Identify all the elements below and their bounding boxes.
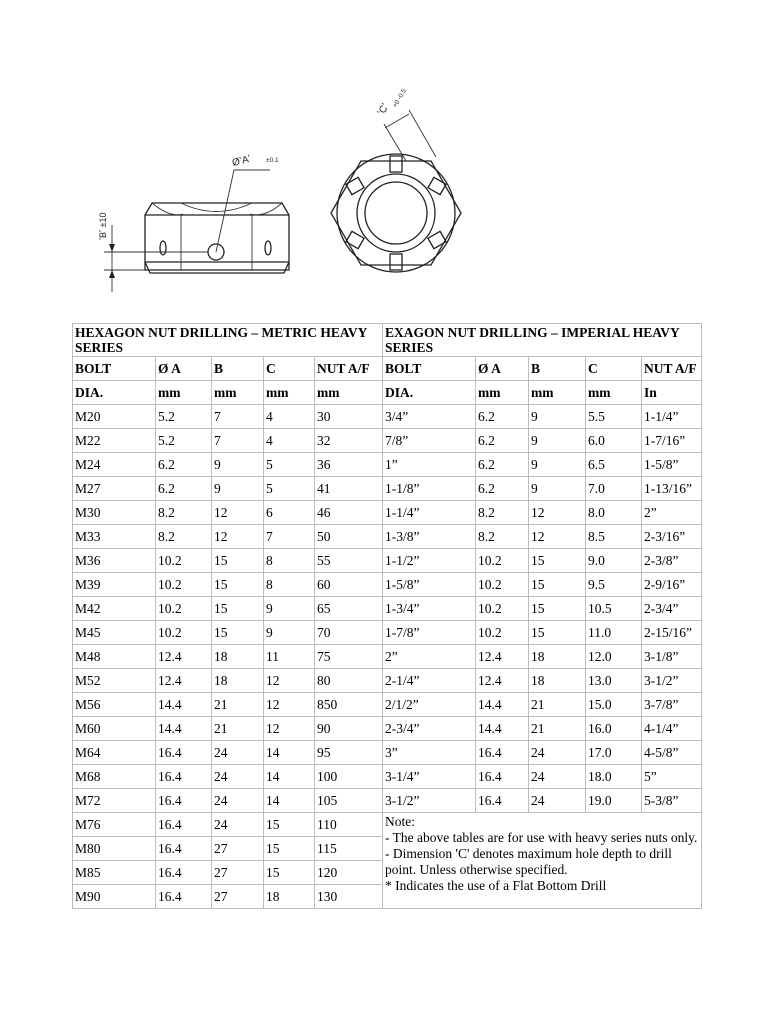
metric-cell-nut-af: 30 [315, 405, 383, 429]
imperial-cell-nut-af: 3-1/8” [642, 645, 702, 669]
imperial-cell-b: 24 [529, 789, 586, 813]
metric-cell-c: 14 [264, 741, 315, 765]
imperial-cell-nut-af: 3-1/2” [642, 669, 702, 693]
imperial-cell-nut-af: 4-1/4” [642, 717, 702, 741]
metric-unit-nut-af: mm [315, 381, 383, 405]
imperial-cell-bolt: 3/4” [383, 405, 476, 429]
imperial-cell-c: 11.0 [586, 621, 642, 645]
imperial-cell-nut-af: 4-5/8” [642, 741, 702, 765]
dim-c-tolerance: +0 -0.5 [391, 87, 408, 109]
note-line: - The above tables are for use with heavy series nuts only. [385, 830, 698, 845]
table-note [383, 813, 702, 909]
metric-header-nut-af: NUT A/F [315, 357, 383, 381]
metric-cell-nut-af: 90 [315, 717, 383, 741]
imperial-cell-bolt: 1-3/4” [383, 597, 476, 621]
imperial-cell-nut-af: 2-3/8” [642, 549, 702, 573]
metric-cell-nut-af: 75 [315, 645, 383, 669]
imperial-unit-dia-a: mm [476, 381, 529, 405]
imperial-cell-dia-a: 10.2 [476, 549, 529, 573]
imperial-cell-bolt: 2-1/4” [383, 669, 476, 693]
imperial-cell-b: 9 [529, 429, 586, 453]
metric-cell-dia-a: 14.4 [156, 717, 212, 741]
imperial-cell-dia-a: 16.4 [476, 741, 529, 765]
imperial-cell-bolt: 1-1/2” [383, 549, 476, 573]
imperial-cell-dia-a: 10.2 [476, 597, 529, 621]
imperial-unit-bolt: DIA. [383, 381, 476, 405]
metric-cell-nut-af: 32 [315, 429, 383, 453]
imperial-header-bolt: BOLT [383, 357, 476, 381]
metric-cell-dia-a: 16.4 [156, 885, 212, 909]
metric-cell-b: 18 [212, 669, 264, 693]
imperial-cell-c: 7.0 [586, 477, 642, 501]
metric-cell-c: 15 [264, 813, 315, 837]
imperial-cell-b: 15 [529, 621, 586, 645]
imperial-cell-nut-af: 5-3/8” [642, 789, 702, 813]
metric-cell-c: 12 [264, 693, 315, 717]
imperial-cell-nut-af: 2-3/16” [642, 525, 702, 549]
imperial-cell-dia-a: 12.4 [476, 645, 529, 669]
imperial-cell-nut-af: 1-13/16” [642, 477, 702, 501]
table-row [73, 405, 702, 429]
metric-cell-nut-af: 95 [315, 741, 383, 765]
imperial-cell-c: 17.0 [586, 741, 642, 765]
metric-cell-nut-af: 50 [315, 525, 383, 549]
imperial-cell-dia-a: 6.2 [476, 405, 529, 429]
imperial-cell-dia-a: 8.2 [476, 501, 529, 525]
metric-cell-nut-af: 60 [315, 573, 383, 597]
imperial-cell-c: 6.5 [586, 453, 642, 477]
imperial-cell-b: 15 [529, 549, 586, 573]
metric-cell-bolt: M22 [73, 429, 156, 453]
metric-cell-c: 12 [264, 669, 315, 693]
table-row [73, 597, 702, 621]
metric-cell-c: 6 [264, 501, 315, 525]
metric-cell-dia-a: 16.4 [156, 813, 212, 837]
metric-cell-b: 7 [212, 429, 264, 453]
imperial-unit-nut-af: In [642, 381, 702, 405]
table-row [73, 813, 702, 837]
imperial-cell-nut-af: 2-9/16” [642, 573, 702, 597]
metric-cell-dia-a: 6.2 [156, 477, 212, 501]
imperial-cell-dia-a: 16.4 [476, 765, 529, 789]
metric-table-title: HEXAGON NUT DRILLING – METRIC HEAVY SERIES [73, 324, 383, 357]
imperial-cell-bolt: 1-5/8” [383, 573, 476, 597]
metric-cell-nut-af: 120 [315, 861, 383, 885]
imperial-cell-nut-af: 2-3/4” [642, 597, 702, 621]
metric-cell-c: 4 [264, 429, 315, 453]
metric-cell-bolt: M48 [73, 645, 156, 669]
metric-cell-b: 12 [212, 501, 264, 525]
imperial-cell-dia-a: 10.2 [476, 573, 529, 597]
imperial-cell-b: 21 [529, 717, 586, 741]
imperial-cell-c: 6.0 [586, 429, 642, 453]
dim-a-label: ØʼAʼ [231, 153, 253, 169]
metric-cell-b: 9 [212, 453, 264, 477]
metric-cell-bolt: M85 [73, 861, 156, 885]
imperial-cell-bolt: 3” [383, 741, 476, 765]
imperial-cell-bolt: 2-3/4” [383, 717, 476, 741]
note-line: - Dimension 'C' denotes maximum hole depth to drill point. Unless otherwise specified. [385, 846, 672, 877]
note-line: * Indicates the use of a Flat Bottom Drill [385, 878, 607, 893]
metric-cell-dia-a: 10.2 [156, 621, 212, 645]
imperial-cell-bolt: 1-1/4” [383, 501, 476, 525]
metric-cell-nut-af: 80 [315, 669, 383, 693]
table-row [73, 501, 702, 525]
metric-cell-c: 8 [264, 573, 315, 597]
metric-cell-nut-af: 41 [315, 477, 383, 501]
metric-cell-c: 7 [264, 525, 315, 549]
metric-cell-c: 9 [264, 621, 315, 645]
imperial-cell-b: 9 [529, 453, 586, 477]
metric-cell-bolt: M45 [73, 621, 156, 645]
note-title: Note: [385, 814, 416, 829]
imperial-cell-dia-a: 12.4 [476, 669, 529, 693]
metric-cell-nut-af: 850 [315, 693, 383, 717]
metric-cell-nut-af: 105 [315, 789, 383, 813]
imperial-cell-b: 9 [529, 477, 586, 501]
metric-cell-c: 15 [264, 837, 315, 861]
imperial-cell-b: 9 [529, 405, 586, 429]
metric-cell-b: 24 [212, 741, 264, 765]
imperial-cell-b: 24 [529, 765, 586, 789]
metric-cell-nut-af: 70 [315, 621, 383, 645]
metric-cell-dia-a: 5.2 [156, 429, 212, 453]
imperial-unit-c: mm [586, 381, 642, 405]
metric-cell-c: 11 [264, 645, 315, 669]
metric-cell-dia-a: 16.4 [156, 861, 212, 885]
imperial-cell-bolt: 3-1/2” [383, 789, 476, 813]
imperial-cell-c: 9.5 [586, 573, 642, 597]
metric-cell-nut-af: 100 [315, 765, 383, 789]
table-row [73, 669, 702, 693]
metric-cell-dia-a: 16.4 [156, 765, 212, 789]
imperial-cell-dia-a: 16.4 [476, 789, 529, 813]
imperial-cell-dia-a: 6.2 [476, 429, 529, 453]
imperial-cell-nut-af: 3-7/8” [642, 693, 702, 717]
imperial-cell-bolt: 1-3/8” [383, 525, 476, 549]
metric-cell-nut-af: 36 [315, 453, 383, 477]
imperial-cell-c: 8.5 [586, 525, 642, 549]
imperial-cell-dia-a: 6.2 [476, 477, 529, 501]
dim-c-label: ʼCʼ [376, 101, 392, 118]
metric-cell-nut-af: 65 [315, 597, 383, 621]
imperial-cell-c: 19.0 [586, 789, 642, 813]
metric-cell-bolt: M39 [73, 573, 156, 597]
metric-cell-b: 15 [212, 597, 264, 621]
imperial-header-nut-af: NUT A/F [642, 357, 702, 381]
metric-cell-dia-a: 12.4 [156, 645, 212, 669]
imperial-cell-c: 8.0 [586, 501, 642, 525]
metric-cell-b: 15 [212, 573, 264, 597]
metric-cell-bolt: M33 [73, 525, 156, 549]
imperial-cell-c: 12.0 [586, 645, 642, 669]
metric-cell-bolt: M36 [73, 549, 156, 573]
metric-cell-nut-af: 55 [315, 549, 383, 573]
metric-header-dia-a: Ø A [156, 357, 212, 381]
imperial-cell-c: 10.5 [586, 597, 642, 621]
metric-cell-bolt: M64 [73, 741, 156, 765]
metric-cell-dia-a: 8.2 [156, 525, 212, 549]
imperial-cell-b: 12 [529, 501, 586, 525]
table-row [73, 429, 702, 453]
nut-side-view [104, 170, 289, 292]
metric-cell-nut-af: 110 [315, 813, 383, 837]
dim-b-label: ʼBʼ ±10 [98, 212, 108, 240]
imperial-cell-bolt: 2/1/2” [383, 693, 476, 717]
metric-cell-c: 4 [264, 405, 315, 429]
imperial-cell-bolt: 1-7/8” [383, 621, 476, 645]
metric-cell-nut-af: 46 [315, 501, 383, 525]
metric-cell-c: 5 [264, 453, 315, 477]
imperial-cell-bolt: 1-1/8” [383, 477, 476, 501]
imperial-cell-dia-a: 14.4 [476, 717, 529, 741]
imperial-header-b: B [529, 357, 586, 381]
metric-cell-bolt: M24 [73, 453, 156, 477]
metric-unit-b: mm [212, 381, 264, 405]
metric-cell-nut-af: 115 [315, 837, 383, 861]
imperial-cell-b: 18 [529, 669, 586, 693]
table-row [73, 525, 702, 549]
table-row [73, 621, 702, 645]
imperial-cell-bolt: 7/8” [383, 429, 476, 453]
imperial-cell-nut-af: 2” [642, 501, 702, 525]
metric-cell-c: 5 [264, 477, 315, 501]
imperial-cell-c: 13.0 [586, 669, 642, 693]
metric-cell-bolt: M20 [73, 405, 156, 429]
metric-cell-b: 27 [212, 837, 264, 861]
metric-cell-c: 14 [264, 765, 315, 789]
table-row [73, 477, 702, 501]
metric-cell-dia-a: 16.4 [156, 741, 212, 765]
imperial-cell-c: 5.5 [586, 405, 642, 429]
metric-header-bolt: BOLT [73, 357, 156, 381]
metric-cell-dia-a: 10.2 [156, 573, 212, 597]
metric-unit-dia-a: mm [156, 381, 212, 405]
metric-cell-b: 18 [212, 645, 264, 669]
imperial-cell-dia-a: 6.2 [476, 453, 529, 477]
table-row [73, 453, 702, 477]
table-row [73, 693, 702, 717]
metric-cell-bolt: M72 [73, 789, 156, 813]
imperial-cell-nut-af: 2-15/16” [642, 621, 702, 645]
metric-cell-dia-a: 6.2 [156, 453, 212, 477]
imperial-cell-bolt: 3-1/4” [383, 765, 476, 789]
metric-cell-bolt: M90 [73, 885, 156, 909]
metric-unit-bolt: DIA. [73, 381, 156, 405]
table-row [73, 741, 702, 765]
metric-cell-b: 27 [212, 885, 264, 909]
metric-unit-c: mm [264, 381, 315, 405]
imperial-cell-nut-af: 1-5/8” [642, 453, 702, 477]
imperial-cell-b: 18 [529, 645, 586, 669]
metric-cell-dia-a: 12.4 [156, 669, 212, 693]
imperial-cell-dia-a: 10.2 [476, 621, 529, 645]
imperial-cell-bolt: 2” [383, 645, 476, 669]
metric-cell-b: 24 [212, 813, 264, 837]
metric-cell-bolt: M42 [73, 597, 156, 621]
metric-cell-b: 24 [212, 765, 264, 789]
metric-cell-dia-a: 16.4 [156, 837, 212, 861]
metric-cell-dia-a: 5.2 [156, 405, 212, 429]
metric-cell-b: 9 [212, 477, 264, 501]
table-row [73, 549, 702, 573]
hexagon-nut-drawing [0, 0, 768, 320]
imperial-cell-nut-af: 1-7/16” [642, 429, 702, 453]
table-row [73, 789, 702, 813]
metric-cell-b: 21 [212, 693, 264, 717]
metric-cell-bolt: M60 [73, 717, 156, 741]
metric-cell-c: 12 [264, 717, 315, 741]
dim-a-tolerance: ±0.1 [266, 157, 279, 164]
metric-header-b: B [212, 357, 264, 381]
nut-drilling-table [72, 323, 702, 909]
nut-top-view [331, 110, 461, 272]
metric-cell-dia-a: 16.4 [156, 789, 212, 813]
metric-cell-bolt: M52 [73, 669, 156, 693]
imperial-header-dia-a: Ø A [476, 357, 529, 381]
metric-cell-c: 15 [264, 861, 315, 885]
metric-cell-b: 24 [212, 789, 264, 813]
imperial-cell-dia-a: 14.4 [476, 693, 529, 717]
table-row [73, 645, 702, 669]
metric-cell-c: 14 [264, 789, 315, 813]
metric-cell-b: 21 [212, 717, 264, 741]
metric-cell-dia-a: 14.4 [156, 693, 212, 717]
imperial-cell-nut-af: 1-1/4” [642, 405, 702, 429]
imperial-cell-c: 15.0 [586, 693, 642, 717]
metric-cell-b: 7 [212, 405, 264, 429]
metric-cell-b: 27 [212, 861, 264, 885]
imperial-cell-c: 16.0 [586, 717, 642, 741]
table-row [73, 717, 702, 741]
imperial-cell-b: 15 [529, 573, 586, 597]
imperial-cell-b: 21 [529, 693, 586, 717]
imperial-header-c: C [586, 357, 642, 381]
metric-cell-b: 12 [212, 525, 264, 549]
metric-cell-b: 15 [212, 621, 264, 645]
table-row [73, 765, 702, 789]
metric-cell-c: 18 [264, 885, 315, 909]
metric-cell-dia-a: 8.2 [156, 501, 212, 525]
imperial-cell-nut-af: 5” [642, 765, 702, 789]
imperial-cell-b: 24 [529, 741, 586, 765]
metric-cell-bolt: M68 [73, 765, 156, 789]
imperial-cell-dia-a: 8.2 [476, 525, 529, 549]
imperial-cell-bolt: 1” [383, 453, 476, 477]
imperial-table-title: EXAGON NUT DRILLING – IMPERIAL HEAVY SERIES [383, 324, 702, 357]
imperial-cell-c: 18.0 [586, 765, 642, 789]
metric-header-c: C [264, 357, 315, 381]
metric-cell-nut-af: 130 [315, 885, 383, 909]
table-row [73, 573, 702, 597]
imperial-cell-b: 15 [529, 597, 586, 621]
metric-cell-bolt: M76 [73, 813, 156, 837]
metric-cell-bolt: M56 [73, 693, 156, 717]
metric-cell-dia-a: 10.2 [156, 549, 212, 573]
metric-cell-bolt: M30 [73, 501, 156, 525]
metric-cell-c: 8 [264, 549, 315, 573]
imperial-cell-c: 9.0 [586, 549, 642, 573]
imperial-unit-b: mm [529, 381, 586, 405]
metric-cell-c: 9 [264, 597, 315, 621]
metric-cell-b: 15 [212, 549, 264, 573]
metric-cell-bolt: M80 [73, 837, 156, 861]
metric-cell-bolt: M27 [73, 477, 156, 501]
imperial-cell-b: 12 [529, 525, 586, 549]
metric-cell-dia-a: 10.2 [156, 597, 212, 621]
